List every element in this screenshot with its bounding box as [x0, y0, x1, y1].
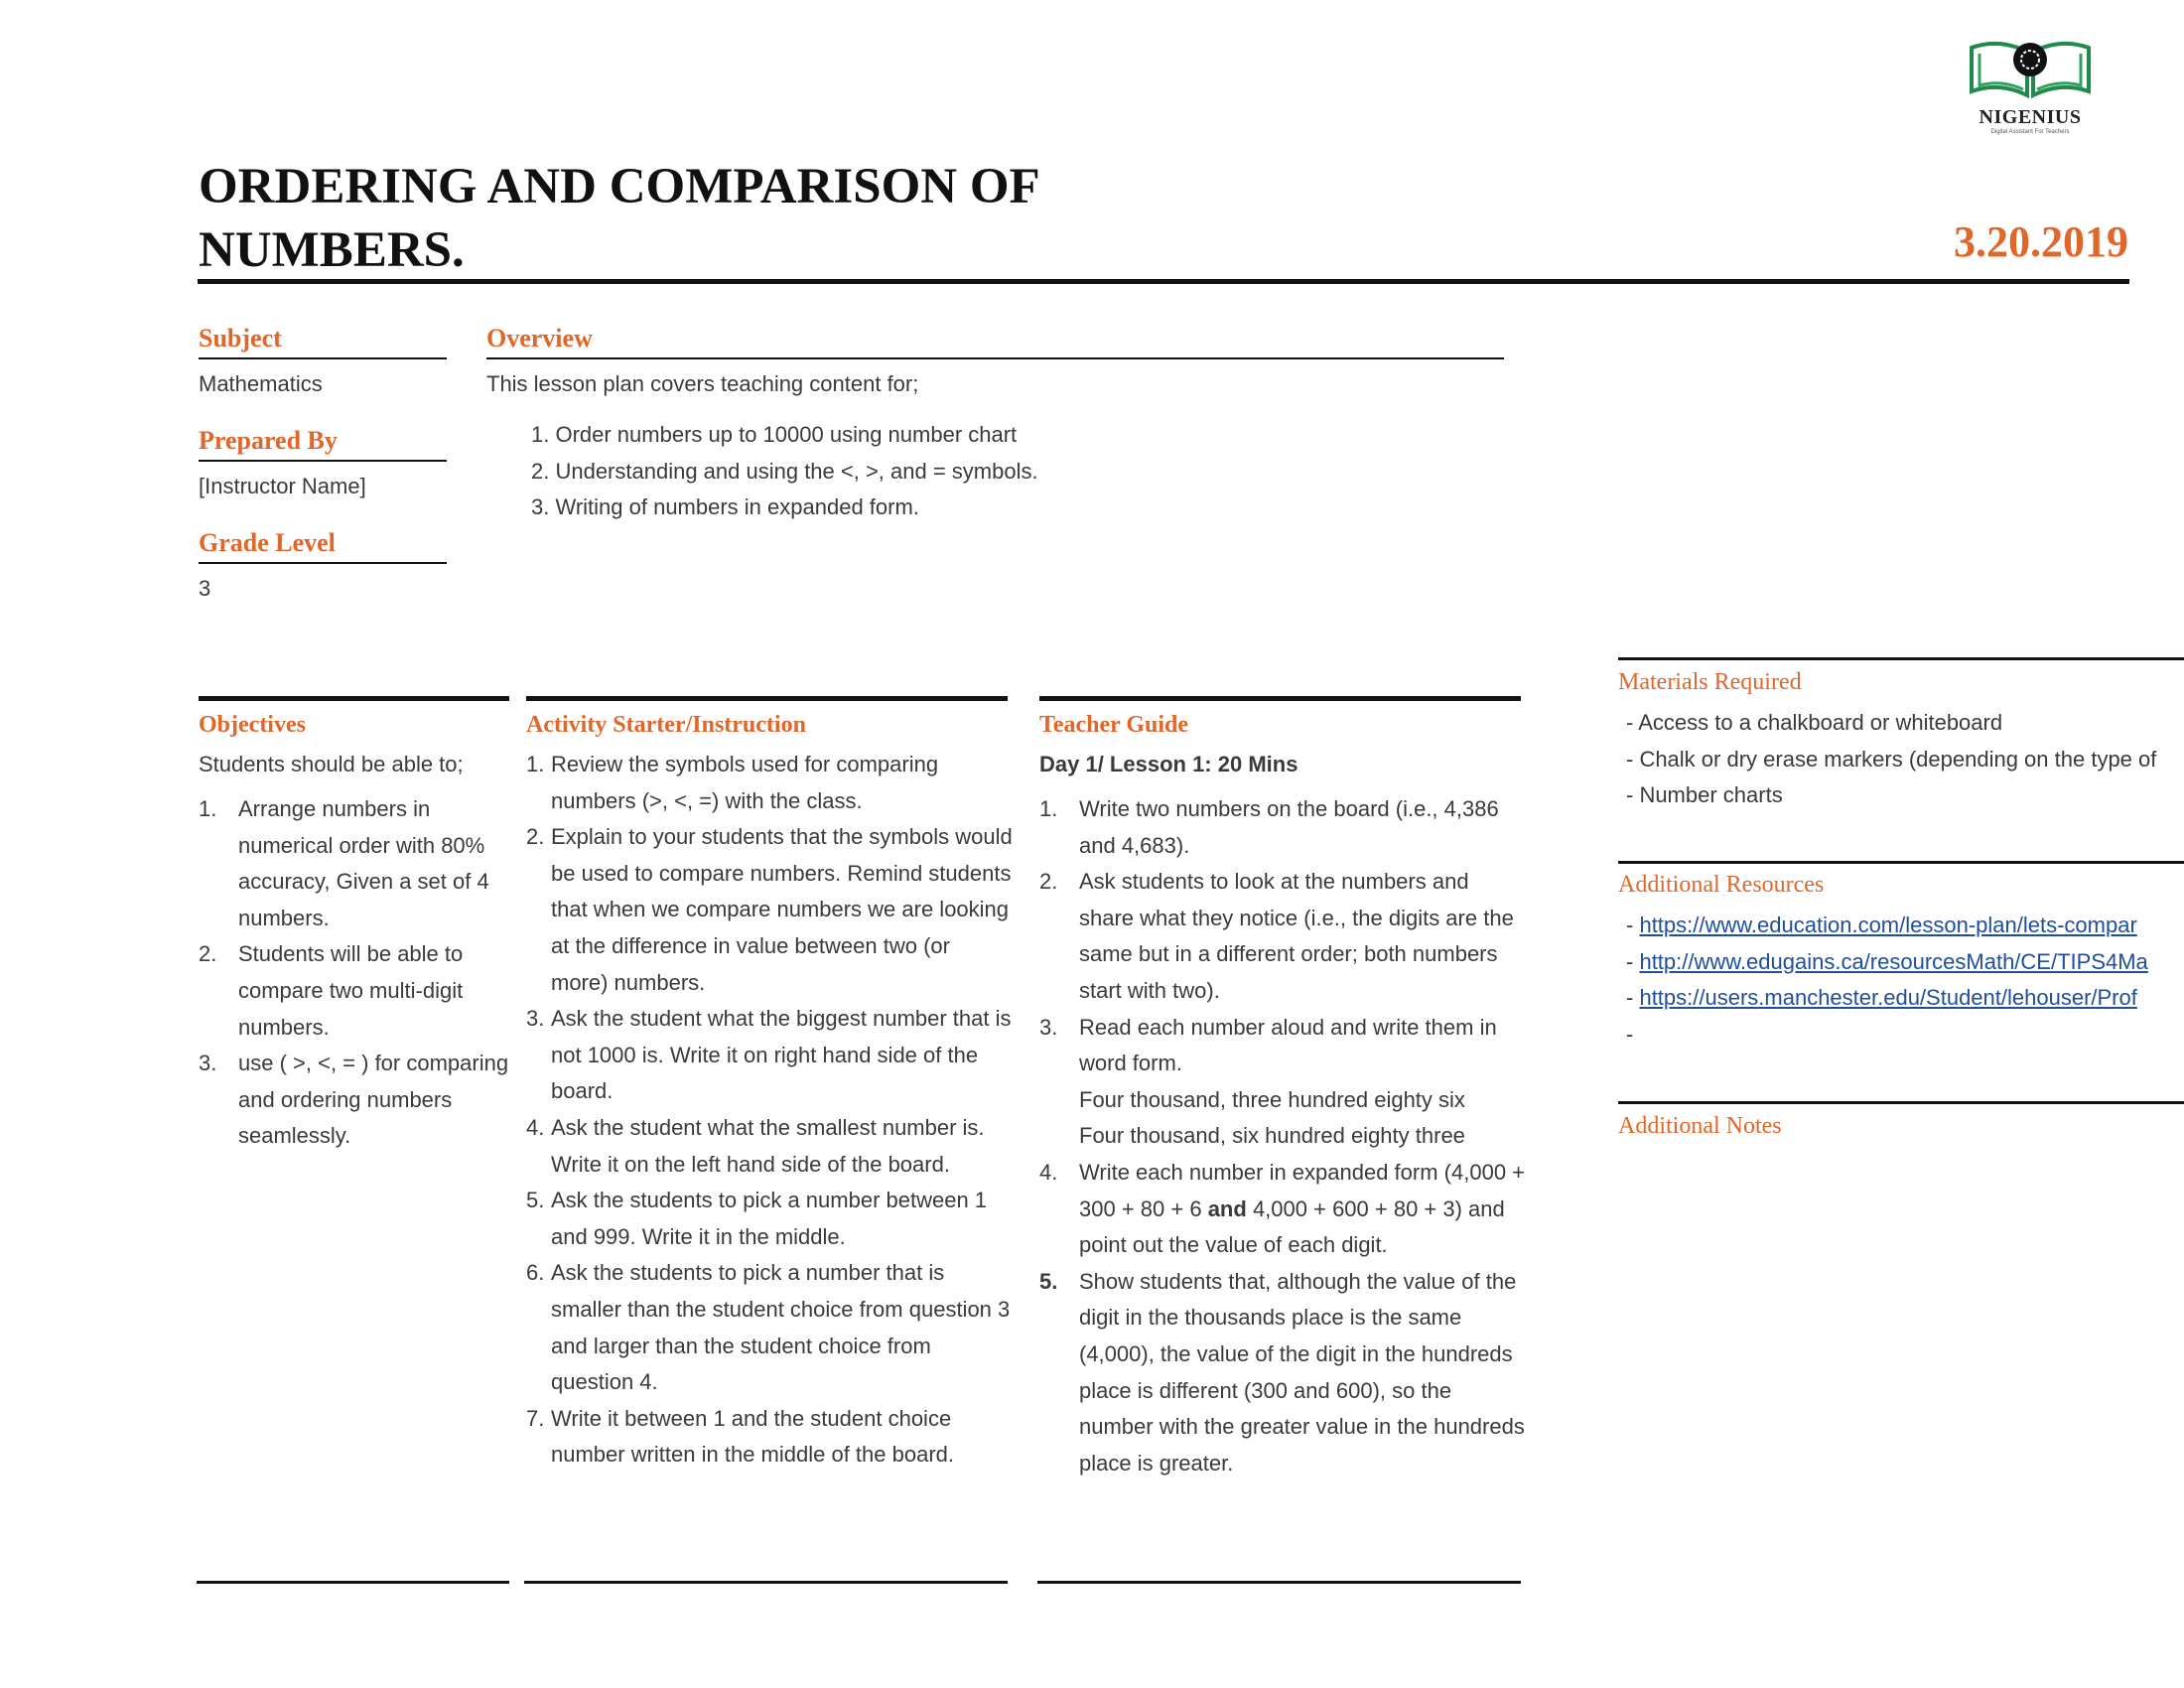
item-text: Write it between 1 and the student choice number written in the middle of the board.	[551, 1405, 955, 1468]
resources-top-rule	[1618, 861, 2184, 864]
list-item	[1039, 1155, 1526, 1264]
item-number: 4.	[1039, 1159, 1058, 1185]
objectives-list	[199, 791, 516, 1155]
list-item: - Number charts	[1626, 782, 1783, 807]
materials-top-rule	[1618, 657, 2184, 660]
objectives-heading: Objectives	[199, 712, 306, 738]
list-item	[526, 1401, 1013, 1474]
teacher-guide-top-rule	[1039, 696, 1521, 701]
objectives-intro: Students should be able to;	[199, 752, 464, 776]
resources-list	[1626, 908, 2148, 1053]
lesson-date: 3.20.2019	[1954, 217, 2128, 266]
title-divider	[198, 279, 2129, 284]
brand-name: NIGENIUS	[1979, 106, 2082, 128]
item-number: 1.	[526, 752, 545, 776]
item-number: 3.	[199, 1051, 217, 1076]
overview-intro: This lesson plan covers teaching content for;	[486, 371, 919, 396]
item-text: Students will be able to compare two multi-digit numbers.	[238, 941, 464, 1040]
item-number: 5.	[1039, 1268, 1058, 1294]
item-number: 7.	[526, 1405, 545, 1431]
objectives-bottom-rule	[197, 1581, 509, 1584]
item-text: Ask the students to pick a number that is smaller than the student choice from question 3 and larger than the student choice from question 4.	[551, 1260, 1011, 1395]
activity-heading: Activity Starter/Instruction	[526, 712, 806, 738]
subject-heading: Subject	[199, 324, 447, 359]
list-item	[1039, 1264, 1526, 1482]
item-number: 1.	[1039, 796, 1058, 821]
list-item: - Access to a chalkboard or whiteboard	[1626, 710, 2003, 735]
word-form-line: Four thousand, six hundred eighty three	[1079, 1123, 1465, 1149]
list-item	[1039, 791, 1526, 864]
item-text: Ask the student what the smallest number is. Write it on the left hand side of the board.	[551, 1114, 985, 1177]
item-number: 1.	[199, 796, 217, 821]
list-item	[1039, 1010, 1526, 1155]
list-item	[199, 936, 516, 1046]
list-item	[526, 747, 1013, 819]
brand-tagline: Digital Assistant For Teachers	[1990, 129, 2070, 135]
resources-heading: Additional Resources	[1618, 872, 1825, 898]
list-item: -	[1626, 1021, 1634, 1047]
notes-top-rule	[1618, 1101, 2184, 1104]
list-item	[526, 819, 1013, 1001]
list-item	[526, 1183, 1013, 1255]
activity-top-rule	[526, 696, 1008, 701]
list-item: 2. Understanding and using the <, >, and = symbols.	[531, 458, 1038, 484]
open-book-icon	[1966, 30, 2095, 101]
activity-bottom-rule	[524, 1581, 1008, 1584]
list-item	[1039, 864, 1526, 1009]
item-text: Read each number aloud and write them in word form.	[1079, 1014, 1497, 1076]
item-text: Show students that, although the value of the digit in the thousands place is the same (4,000), the value of the digit in the hundreds place is different (300 and 600), so the number with the greater value in the hundreds place is greater.	[1079, 1268, 1525, 1476]
item-text: Ask students to look at the numbers and share what they notice (i.e., the digits are the same but in a different order; both numbers start with two).	[1079, 869, 1514, 1003]
item-number: 2.	[199, 941, 217, 967]
subject-value: Mathematics	[199, 371, 323, 396]
objectives-top-rule	[199, 696, 509, 701]
item-text: Arrange numbers in numerical order with 80% accuracy, Given a set of 4 numbers.	[238, 796, 489, 930]
word-form-line: Four thousand, three hundred eighty six	[1079, 1086, 1465, 1112]
item-number: 5.	[526, 1188, 545, 1213]
item-emphasis: and	[1207, 1196, 1247, 1221]
materials-list	[1626, 705, 2156, 814]
notes-heading: Additional Notes	[1618, 1113, 1782, 1139]
teacher-guide-bottom-rule	[1037, 1581, 1521, 1584]
materials-heading: Materials Required	[1618, 669, 1802, 695]
teacher-guide-subhead: Day 1/ Lesson 1: 20 Mins	[1039, 752, 1298, 776]
overview-heading: Overview	[486, 324, 1504, 359]
grade-level-value: 3	[199, 576, 211, 601]
list-item	[526, 1110, 1013, 1183]
item-text: Write two numbers on the board (i.e., 4,386 and 4,683).	[1079, 796, 1499, 858]
item-number: 4.	[526, 1114, 545, 1140]
list-item	[199, 791, 516, 936]
overview-list	[531, 417, 1038, 526]
list-item: 1. Order numbers up to 10000 using number chart	[531, 422, 1018, 447]
item-text: Review the symbols used for comparing numbers (>, <, =) with the class.	[551, 752, 939, 813]
prepared-by-value: [Instructor Name]	[199, 474, 366, 498]
list-item: 3. Writing of numbers in expanded form.	[531, 494, 919, 519]
item-text: Ask the student what the biggest number that is not 1000 is. Write it on right hand side of the board.	[551, 1006, 1012, 1104]
item-number: 6.	[526, 1260, 545, 1286]
item-number: 2.	[1039, 869, 1058, 895]
item-text: 4,000 + 600 + 80 + 3) and point out the value of each digit.	[1079, 1196, 1505, 1258]
item-number: 2.	[526, 824, 545, 850]
resource-link[interactable]: http://www.edugains.ca/resourcesMath/CE/TIPS4Ma	[1639, 948, 2148, 974]
activity-list	[526, 747, 1013, 1474]
list-item	[526, 1001, 1013, 1110]
page-title-line-2: NUMBERS.	[199, 222, 465, 278]
resource-link[interactable]: https://users.manchester.edu/Student/lehouser/Prof	[1639, 985, 2137, 1010]
list-item: - https://www.education.com/lesson-plan/lets-compar	[1626, 913, 2137, 937]
item-number: 3.	[1039, 1014, 1058, 1040]
item-text: Write each number in expanded form (4,000 + 300 + 80 + 6	[1079, 1159, 1526, 1221]
resource-link[interactable]: https://www.education.com/lesson-plan/lets-compar	[1639, 913, 2137, 937]
item-text: Explain to your students that the symbols would be used to compare numbers. Remind students that when we compare numbers we are looking at the difference in value between two (or more) numbers.	[551, 824, 1013, 995]
list-item: - http://www.edugains.ca/resourcesMath/CE/TIPS4Ma	[1626, 948, 2148, 974]
page-title-line-1: ORDERING AND COMPARISON OF	[199, 159, 1040, 214]
teacher-guide-heading: Teacher Guide	[1039, 712, 1189, 738]
item-number: 3.	[526, 1006, 545, 1032]
logo	[1966, 30, 2095, 139]
prepared-by-heading: Prepared By	[199, 426, 447, 462]
list-item	[526, 1255, 1013, 1400]
list-item: - https://users.manchester.edu/Student/lehouser/Prof	[1626, 985, 2137, 1010]
item-text: Ask the students to pick a number between 1 and 999. Write it in the middle.	[551, 1188, 988, 1249]
teacher-guide-list	[1039, 791, 1526, 1481]
grade-level-heading: Grade Level	[199, 528, 447, 564]
list-item	[199, 1046, 516, 1155]
item-text: use ( >, <, = ) for comparing and ordering numbers seamlessly.	[238, 1051, 509, 1149]
list-item: - Chalk or dry erase markers (depending on the type of	[1626, 746, 2157, 772]
